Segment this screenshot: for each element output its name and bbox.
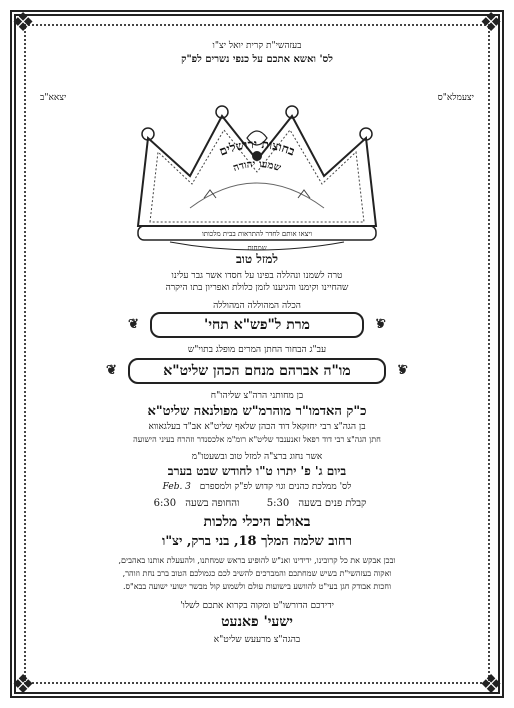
parents-line-2: כ"ק האדמו"ר מוהרמ"ש מפולנאה שליט"א	[147, 404, 367, 419]
venue-address: רחוב שלמה המלך 18, בני ברק, יצ"ו	[162, 534, 352, 549]
date-line-3-row	[40, 481, 474, 492]
header-quote: לס' ואשא אתכם על כנפי נשרים לפ"ק	[181, 54, 333, 65]
header-top-line: בעזהשי"ת קרית יואל יצ"ו	[212, 41, 302, 51]
closing-line-2: ואקוה בעזהשי"ת בשיש שמחתכם והמברכים להשיב לכם כגמולכם הטוב ברב נחת וזוהר,	[122, 569, 392, 578]
signer-name: ישעי' פאנעט	[221, 614, 293, 630]
signer-title: בהגה"צ מרעעש שליט"א	[213, 635, 301, 645]
crown-illustration	[130, 98, 384, 253]
closing-line-3: וחכות אבודק חגן בעי"ט להוושע בישועות עולם ולשמוע קול מבשר ישועי ישועה בבא"ס.	[122, 582, 392, 591]
corner-ornament-icon: ❖	[479, 8, 503, 38]
crown-base-text: ויצאו אותם לחדר להתראות בבית מלכותו	[201, 230, 313, 238]
crown-top-text: שמעו יהודה	[231, 158, 283, 175]
date-english: Feb. 3	[162, 482, 191, 492]
kallah-name-frame	[150, 312, 364, 338]
parents-line-3: בן הגה"צ רבי יחזקאל דוד הכהן שלאף שליט"א אב"ד בעלגאווא	[148, 422, 366, 432]
date-line-3: לס' ממלכת כהנים וגוי קדוש לפ"ק ולמספרם	[199, 482, 352, 492]
side-text-left: יצאא"ב	[40, 93, 67, 103]
chatan-name-frame	[128, 358, 386, 384]
corner-ornament-icon: ❖	[479, 670, 503, 700]
kallah-label: הכלה המהוללה המהוללה	[213, 301, 301, 311]
corner-ornament-icon: ❖	[11, 8, 35, 38]
crown-base-text-2: שמחות	[247, 244, 267, 252]
parents-line-4: חתן הגה"צ רבי דוד רפאל זאנענבד שליט"א רומ"מ אלכסנדר וזהרח בעיני הישועה	[133, 435, 381, 444]
signoff-label: ידידכם הדורשו"ט ומקוה בקרוא אתכם לשלו'	[180, 601, 334, 611]
kabbalas-label: קבלת פנים בשעה	[298, 498, 367, 509]
chuppah-time: 6:30	[153, 498, 177, 509]
corner-ornament-icon: ❖	[11, 670, 35, 700]
crown-arch-text: בחוצות ירושלים	[217, 136, 297, 159]
date-line-2: ביום ג' פ' יתרו ט"ו לחודש שבט בערב	[167, 464, 347, 478]
date-line-1: אשר נחוג ברצ"ה למזל טוב ובשעטו"מ	[191, 452, 323, 462]
times-row	[40, 498, 474, 509]
kallah-name: מרת ל"פש"א תחי'	[204, 317, 310, 333]
chatan-label: עב"ג הבחור החתן המרים מופלג בתוי"ש	[187, 345, 327, 355]
chuppah-label: והחופה בשעה	[185, 498, 240, 509]
chatan-name: מו"ה אברהם מנחם הכהן שליט"א	[163, 363, 351, 379]
closing-line-1: ובכן אבקש את כל קרובינו, ידידינו ואנ"ש להופיע בראש שמחתנו, ולהעעלת אותנו באהבים,	[118, 556, 396, 565]
kabbalas-time: 5:30	[266, 498, 290, 509]
parents-line-1: בן מחותני הרה"צ שליהו"ח	[210, 391, 304, 401]
intro-line-2: שהחיינו וקימנו והגיענו לזמן כלולת ואפריון בתו היקרה	[165, 283, 349, 293]
side-text-right: יצעמלא"ס	[437, 93, 474, 103]
intro-line-1: טרה לשמנו ונהללה בפינו על חסדו אשר גבר עלינו	[171, 271, 343, 281]
venue-name: באולם היכלי מלכות	[203, 514, 311, 530]
mazal-tov-heading: למזל טוב	[236, 252, 278, 266]
